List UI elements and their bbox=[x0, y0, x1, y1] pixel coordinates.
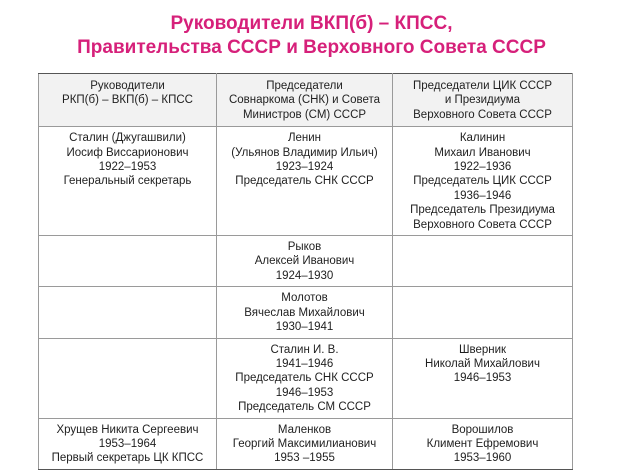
cell-party-leader bbox=[39, 127, 217, 236]
table-row bbox=[39, 418, 573, 469]
cell-line: Алексей Иванович bbox=[254, 255, 355, 268]
cell-line: 1953–1964 bbox=[98, 437, 157, 450]
cell-line: Председатель Президиума bbox=[410, 204, 555, 217]
page-title bbox=[0, 12, 623, 60]
cell-line: Николай Михайлович bbox=[425, 357, 540, 370]
cell-government-chairman bbox=[217, 287, 393, 338]
cell-parliament-chairman bbox=[393, 287, 573, 338]
header-line: Верховного Совета СССР bbox=[413, 108, 552, 121]
cell-line: Михаил Иванович bbox=[434, 146, 531, 159]
cell-party-leader bbox=[39, 418, 217, 469]
cell-line: Калинин bbox=[459, 132, 506, 145]
cell-line: Председатель СНК СССР bbox=[235, 372, 374, 385]
cell-line: 1953 –1955 bbox=[274, 452, 335, 465]
cell-parliament-chairman bbox=[393, 127, 573, 236]
cell-line: Георгий Максимилианович bbox=[232, 437, 377, 450]
cell-line: Молотов bbox=[281, 292, 328, 305]
cell-line: Вячеслав Михайлович bbox=[244, 306, 365, 319]
cell-line: 1946–1953 bbox=[275, 386, 334, 399]
table-row bbox=[39, 236, 573, 287]
header-line: Руководители bbox=[90, 80, 165, 92]
cell-line: 1922–1953 bbox=[98, 161, 157, 174]
table-row bbox=[39, 287, 573, 338]
table-row bbox=[39, 127, 573, 236]
cell-line: 1924–1930 bbox=[275, 269, 334, 282]
header-line: Председатели ЦИК СССР bbox=[413, 80, 552, 92]
column-header-government-chairman bbox=[217, 74, 393, 127]
cell-line: Сталин (Джугашвили) bbox=[69, 132, 186, 145]
cell-line: 1941–1946 bbox=[275, 357, 334, 370]
header-line: Совнаркома (СНК) и Совета bbox=[228, 94, 381, 107]
cell-party-leader bbox=[39, 236, 217, 287]
table-row bbox=[39, 338, 573, 418]
cell-line: Председатель ЦИК СССР bbox=[413, 175, 552, 188]
table-header-row bbox=[39, 74, 573, 127]
cell-line: Шверник bbox=[458, 343, 507, 356]
cell-line: Климент Ефремович bbox=[426, 437, 539, 450]
cell-government-chairman bbox=[217, 127, 393, 236]
cell-government-chairman bbox=[217, 418, 393, 469]
column-header-parliament-chairman bbox=[393, 74, 573, 127]
cell-line: 1953–1960 bbox=[453, 452, 512, 465]
column-header-party-leader bbox=[39, 74, 217, 127]
title-line-1: Руководители ВКП(б) – КПСС, bbox=[170, 13, 453, 34]
cell-government-chairman bbox=[217, 338, 393, 418]
cell-parliament-chairman bbox=[393, 418, 573, 469]
header-line: РКП(б) – ВКП(б) – КПСС bbox=[62, 94, 193, 107]
cell-line: Хрущев Никита Сергеевич bbox=[56, 423, 199, 436]
leaders-table bbox=[38, 73, 573, 470]
cell-parliament-chairman bbox=[393, 236, 573, 287]
cell-parliament-chairman bbox=[393, 338, 573, 418]
cell-line: 1923–1924 bbox=[275, 161, 334, 174]
cell-party-leader bbox=[39, 287, 217, 338]
cell-line: Сталин И. В. bbox=[270, 343, 339, 356]
cell-line: Председатель СМ СССР bbox=[238, 401, 371, 414]
cell-line: Верховного Совета СССР bbox=[413, 218, 552, 231]
cell-line: (Ульянов Владимир Ильич) bbox=[231, 146, 378, 159]
cell-line: Генеральный секретарь bbox=[63, 175, 192, 188]
cell-line: 1936–1946 bbox=[453, 189, 512, 202]
header-line: и Президиума bbox=[444, 94, 521, 107]
cell-line: 1946–1953 bbox=[453, 372, 512, 385]
cell-line: Председатель СНК СССР bbox=[235, 175, 374, 188]
cell-line: 1922–1936 bbox=[453, 161, 512, 174]
cell-line: Ленин bbox=[287, 132, 322, 145]
cell-line: Ворошилов bbox=[451, 423, 514, 436]
cell-party-leader bbox=[39, 338, 217, 418]
cell-line: Первый секретарь ЦК КПСС bbox=[51, 452, 204, 465]
title-line-2: Правительства СССР и Верховного Совета СССР bbox=[77, 37, 546, 58]
header-line: Министров (СМ) СССР bbox=[242, 108, 367, 121]
header-line: Председатели bbox=[266, 80, 343, 92]
cell-line: 1930–1941 bbox=[275, 321, 334, 334]
cell-government-chairman bbox=[217, 236, 393, 287]
cell-line: Рыков bbox=[287, 241, 322, 254]
cell-line: Маленков bbox=[277, 423, 332, 436]
cell-line: Иосиф Виссарионович bbox=[66, 146, 189, 159]
